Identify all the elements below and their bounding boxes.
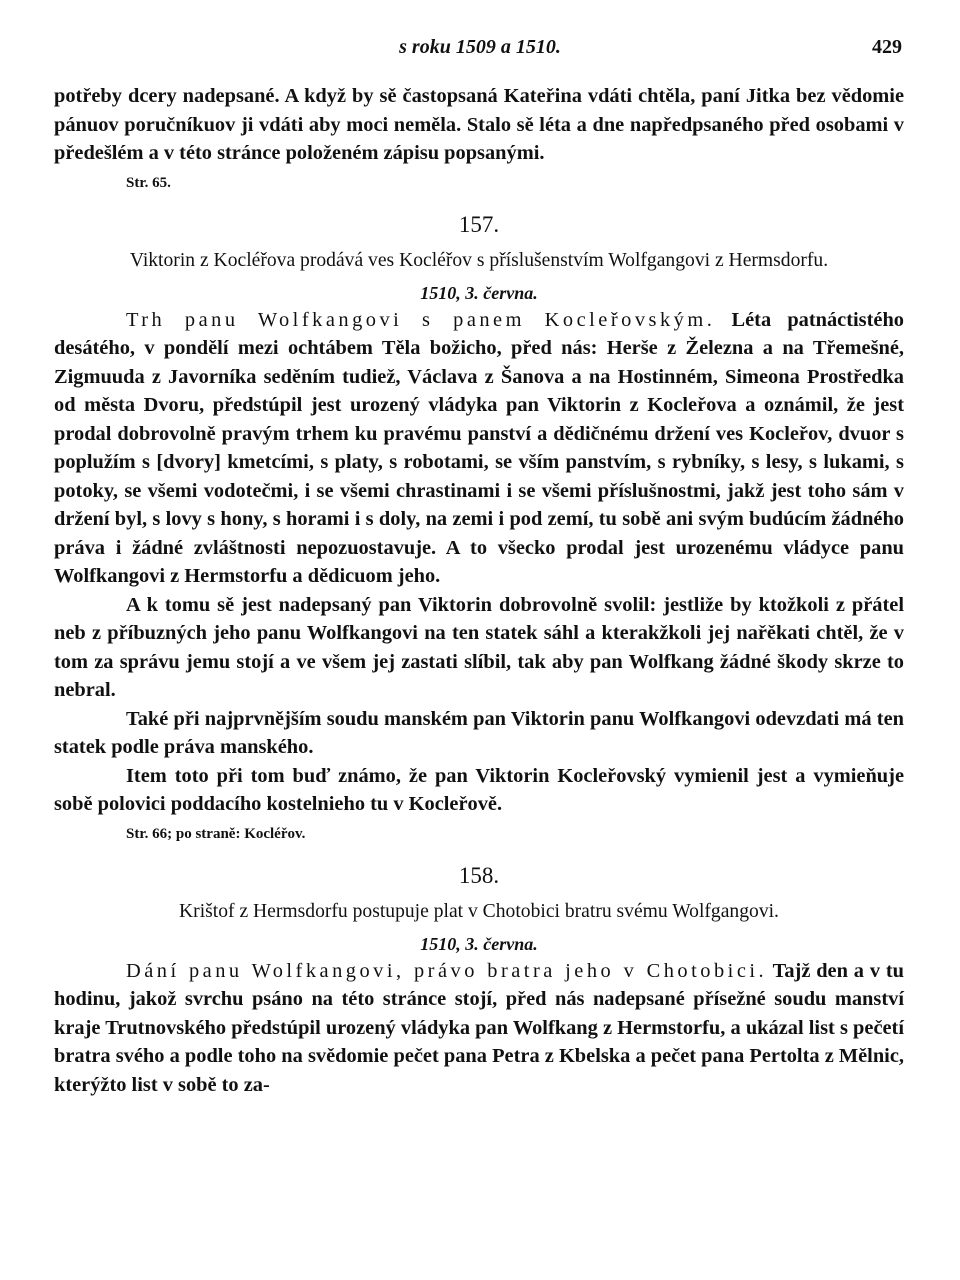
entry-date: 1510, 3. června. bbox=[420, 933, 538, 954]
entry-regest: Viktorin z Kocléřova prodává ves Kocléřov s příslušenstvím Wolfgangovi z Hermsdorfu. bbox=[129, 249, 829, 271]
page-number: 429 bbox=[872, 36, 902, 58]
entry-regest: Krištof z Hermsdorfu postupuje plat v Chotobici bratru svému Wolfgangovi. bbox=[179, 900, 779, 922]
entry-paragraph bbox=[54, 957, 904, 1100]
entry-lead: Dání panu Wolfkangovi, právo bratra jeho v Chotobici. bbox=[126, 959, 768, 982]
body-text bbox=[54, 82, 904, 1099]
entry-paragraph: A k tomu sě jest nadepsaný pan Viktorin dobrovolně svolil: jestliže by ktožkoli z přátel neb z příbuzných jeho panu Wolfkangovi na ten statek sáhl a kterakžkoli jej nařěkati chtěl, že v tom za správu jemu stojí a ve všem jej zastati slíbil, tak aby pan Wolfkang žádné škody skrze to nebral. bbox=[54, 593, 904, 701]
entry-date: 1510, 3. června. bbox=[420, 282, 538, 303]
entry-paragraph-text: Tajž den a v tu hodinu, jakož svrchu psáno na této stránce stojí, před nás nadepsané přísežné soudu manství kraje Trutnovského předstúpil urozený vládyka pan Wolfkang z Hermstorfu, a ukázal list s pečetí bratra svého a podle toho na svědomie pečet pana Petra z Kbelska a pečet pana Pertolta z Mělnic, kterýžto list v sobě to za- bbox=[54, 959, 904, 1096]
entry-paragraph-text: Léta patnáctistého desátého, v pondělí mezi ochtábem Těla božicho, před nás: Herše z Železna a na Třemešné, Zigmuuda z Javorníka seděním tudiež, Václava z Šanova a na Hostinném, Simeona Prostředka od města Dvoru, předstúpil jest urozený vládyka pan Viktorin z Kocleřova a oznámil, že jest prodal dobrovolně pravým trhem ku pravému panství a dědičnému držení ves Kocleřov, dvuor s poplužím s [dvory] kmetcími, s platy, s robotami, se vším panstvím, s rybníky, s lesy, s lukami, s potoky, se všemi vodotečmi, i se všemi chrastinami i se všemi příslušnostmi, jakž jest toho sám v držení byl, s lovy s hony, s horami i s doly, na zemi i pod zemí, tu sobě ani svým budúcím žádného práva i žádné zvláštnosti nepozuostavuje. A to všecko prodal jest urozenému vládyce panu Wolfkangovi z Hermstorfu a dědicuom jeho. bbox=[54, 308, 904, 587]
page-reference: Str. 66; po straně: Kocléřov. bbox=[126, 825, 306, 842]
page-reference: Str. 65. bbox=[126, 174, 171, 191]
entry-paragraph bbox=[54, 306, 904, 591]
running-head bbox=[54, 36, 906, 66]
entry-number: 157. bbox=[458, 211, 500, 237]
entry-paragraph: Item toto při tom buď známo, že pan Viktorin Kocleřovský vymienil jest a vymieňuje sobě polovici poddacího kostelnieho tu v Kocleřově. bbox=[54, 764, 904, 815]
opening-paragraph: potřeby dcery nadepsané. A když by sě častopsaná Kateřina vdáti chtěla, paní Jitka bez vědomie pánuov poručníkuov ji vdáti aby moci neměla. Stalo sě léta a dne napředpsaného před osobami v předešlém a v této stránce položeném zápisu popsanými. bbox=[54, 85, 904, 164]
entry-lead: Trh panu Wolfkangovi s panem Kocleřovským. bbox=[126, 308, 716, 331]
entry-paragraph: Také při najprvnějším soudu manském pan Viktorin panu Wolfkangovi odevzdati má ten statek podle práva manského. bbox=[54, 707, 904, 758]
running-title: s roku 1509 a 1510. bbox=[399, 36, 561, 58]
entry-number: 158. bbox=[458, 862, 500, 888]
